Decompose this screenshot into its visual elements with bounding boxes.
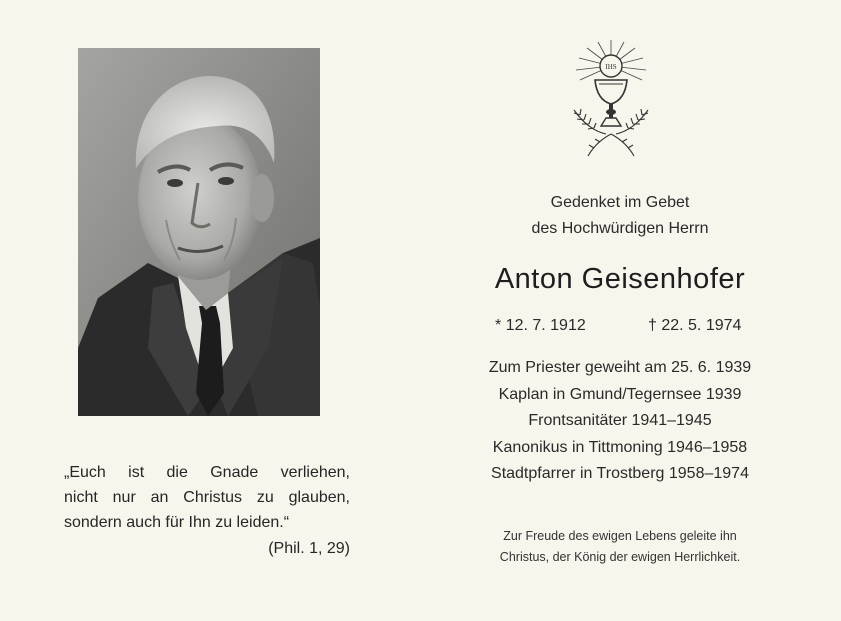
- closing-line-1: Zur Freude des ewigen Lebens geleite ihn: [503, 529, 737, 543]
- intro-text: [450, 190, 790, 242]
- career-item: Frontsanitäter 1941–1945: [528, 412, 712, 429]
- career-item: Kanonikus in Tittmoning 1946–1958: [492, 438, 748, 456]
- quote-line-3: sondern auch für Ihn zu leiden.“: [64, 514, 290, 531]
- career-item: Kaplan in Gmund/Tegernsee 1939: [498, 385, 742, 403]
- career-item: Zum Priester geweiht am 25. 6. 1939: [488, 359, 752, 376]
- portrait-illustration: [78, 48, 320, 416]
- bible-quote: [64, 460, 350, 561]
- chalice-host-emblem-icon: [568, 38, 654, 160]
- death-date: † 22. 5. 1974: [648, 317, 742, 334]
- career-list: [450, 355, 790, 488]
- portrait-photo: [78, 48, 320, 416]
- deceased-name: Anton Geisenhofer: [494, 263, 746, 295]
- closing-line-2: Christus, der König der ewigen Herrlichkeit.: [499, 550, 741, 564]
- closing-blessing: [450, 526, 790, 568]
- svg-text:IHS: IHS: [605, 63, 617, 71]
- intro-line-2: des Hochwürdigen Herrn: [531, 220, 709, 237]
- career-item: Stadtpfarrer in Trostberg 1958–1974: [491, 465, 749, 482]
- quote-reference: (Phil. 1, 29): [268, 540, 350, 557]
- birth-date: * 12. 7. 1912: [495, 317, 586, 334]
- quote-line-1: „Euch ist die Gnade verliehen,: [64, 464, 350, 481]
- quote-line-2: nicht nur an Christus zu glauben,: [64, 489, 350, 506]
- intro-line-1: Gedenket im Gebet: [550, 194, 690, 211]
